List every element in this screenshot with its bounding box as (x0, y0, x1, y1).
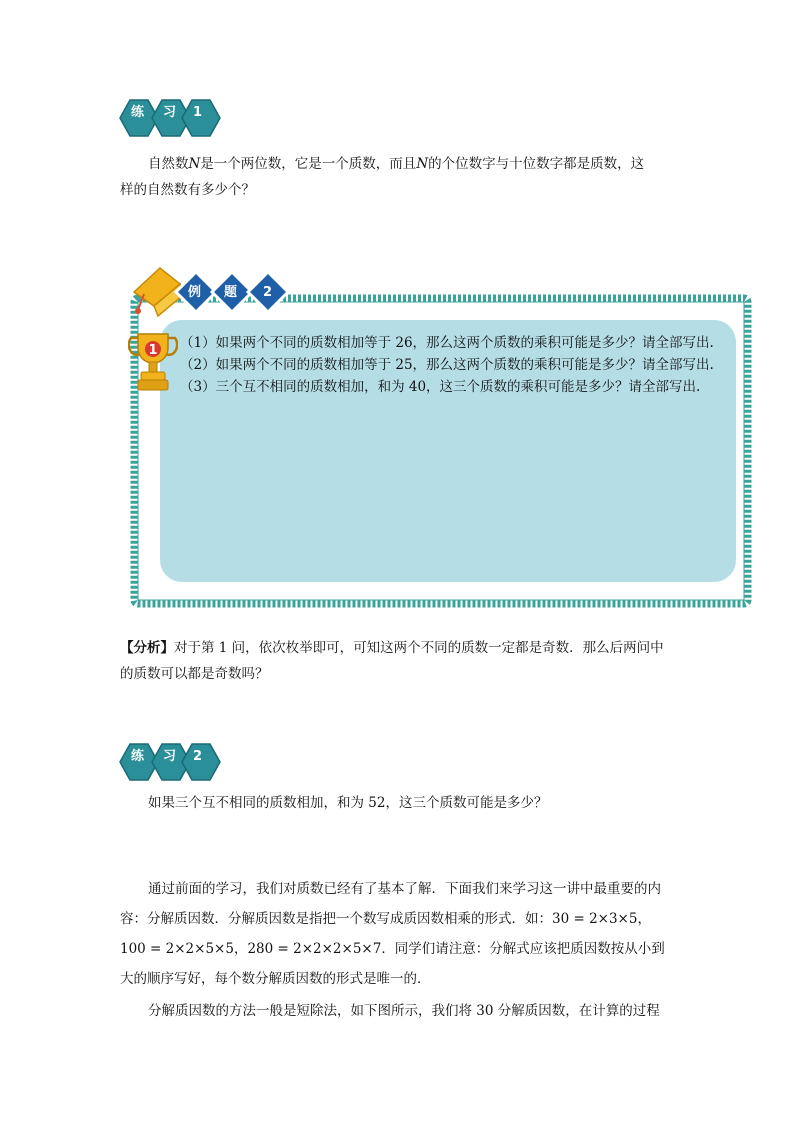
analysis-text: 【分析】对于第 1 问，依次枚举即可，可知这两个不同的质数一定都是奇数．那么后两问中 (120, 640, 664, 656)
body-paragraph-1-line1: 通过前面的学习，我们对质数已经有了基本了解．下面我们来学习这一讲中最重要的内 (148, 881, 661, 897)
practice-1-text-line2: 样的自然数有多少个？ (120, 182, 255, 198)
body-paragraph-2-line1: 分解质因数的方法一般是短除法，如下图所示，我们将 30 分解质因数，在计算的过程 (148, 1003, 660, 1019)
practice-2-badge (118, 740, 222, 784)
trophy-number: 1 (148, 343, 158, 358)
question-2: （2）如果两个不同的质数相加等于 25，那么这两个质数的乘积可能是多少？请全部写出. (180, 357, 714, 373)
body-paragraph-1-line3: 100 = 2×2×5×5，280 = 2×2×2×5×7．同学们请注意：分解式应该把质因数按从小到 (120, 941, 665, 957)
badge-char-2: 习 (163, 105, 177, 120)
practice-1-badge (118, 96, 222, 140)
practice-1-text: 自然数N是一个两位数，它是一个质数，而且N的个位数字与十位数字都是质数，这 (148, 156, 645, 172)
math-30: 30 = 2×3×5 (552, 911, 638, 927)
badge-char-1: 练 (131, 749, 145, 764)
analysis-text-line2: 的质数可以都是奇数吗？ (120, 666, 269, 682)
body-paragraph-1-line4: 大的顺序写好，每个数分解质因数的形式是唯一的． (120, 971, 431, 987)
badge-char-1: 练 (131, 105, 145, 120)
trophy-icon (128, 328, 178, 394)
body-paragraph-1-line2: 容：分解质因数．分解质因数是指把一个数写成质因数相乘的形式．如：30 = 2×3×5， (120, 911, 651, 927)
analysis-tag: 【分析】 (120, 640, 174, 656)
practice-2-text: 如果三个互不相同的质数相加，和为 52，这三个质数可能是多少？ (148, 795, 548, 811)
badge-char-3: 2 (193, 749, 203, 764)
badge-char-3: 2 (263, 285, 273, 300)
question-3: （3）三个互不相同的质数相加，和为 40，这三个质数的乘积可能是多少？请全部写出. (180, 379, 701, 395)
math-100: 100 = 2×2×5×5 (120, 941, 234, 957)
question-1: （1）如果两个不同的质数相加等于 26，那么这两个质数的乘积可能是多少？请全部写出. (180, 335, 714, 351)
badge-char-3: 1 (193, 105, 203, 120)
badge-char-2: 习 (163, 749, 177, 764)
example-2-badge (130, 262, 290, 332)
badge-char-2: 题 (224, 285, 238, 300)
badge-char-1: 例 (188, 285, 202, 300)
math-280: 280 = 2×2×2×5×7 (247, 941, 382, 957)
